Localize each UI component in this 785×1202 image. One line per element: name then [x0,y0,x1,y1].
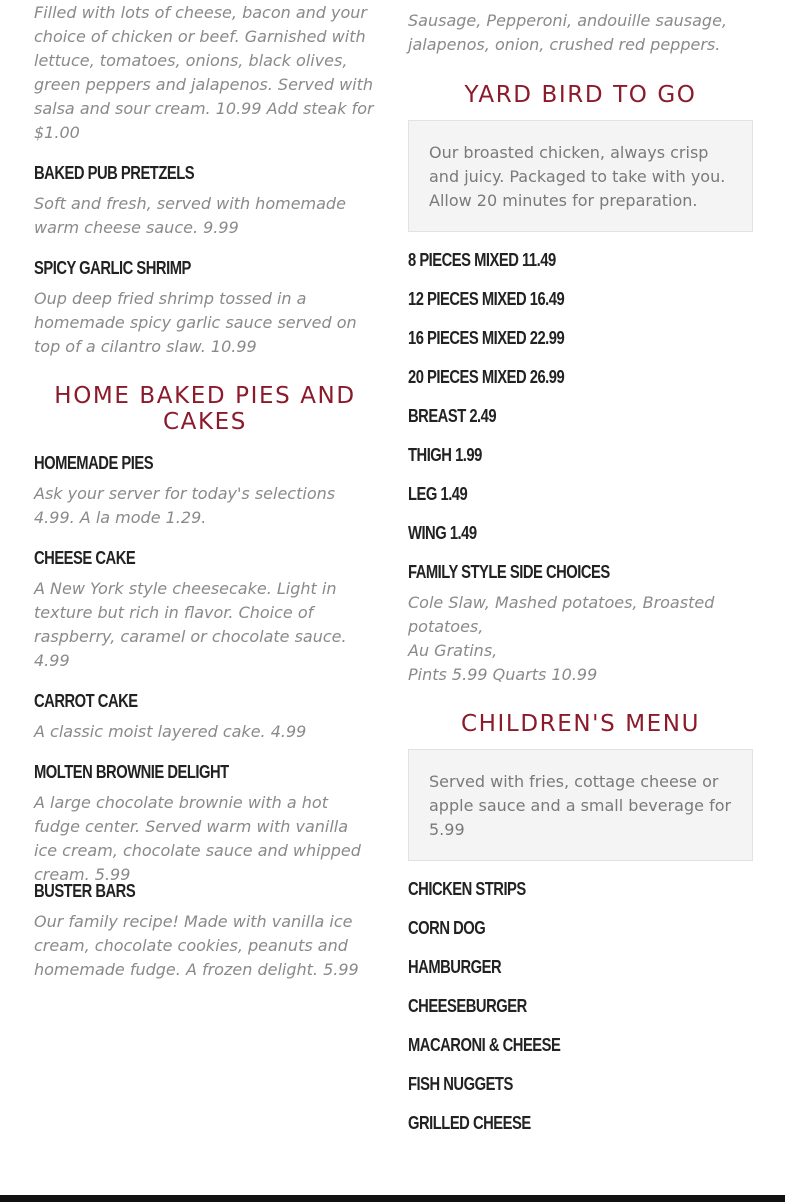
item-title: FISH NUGGETS [408,1074,513,1094]
item-description: A classic moist layered cake. 4.99 [34,722,307,741]
section-title-yard-bird: YARD BIRD TO GO [464,82,697,108]
footer-bar [0,1195,785,1202]
item-description: A large chocolate brownie with a hot fudge center. Served warm with vanilla ice cream, chocolate sauce and whipped cream. 5.99 [34,793,361,884]
section-title-pies-cakes: HOME BAKED PIES AND CAKES [54,383,356,435]
item-title: BAKED PUB PRETZELS [34,163,195,183]
item-description: Soft and fresh, served with homemade warm cheese sauce. 9.99 [34,194,346,237]
item-title: THIGH 1.99 [408,445,482,465]
item-title: MOLTEN BROWNIE DELIGHT [34,762,229,782]
item-title: CHEESE CAKE [34,548,136,568]
item-description [408,591,753,687]
item-title: HAMBURGER [408,957,502,977]
item-title: CHICKEN STRIPS [408,879,526,899]
item-title: BREAST 2.49 [408,406,497,426]
menu-item [34,690,376,744]
menu-item [34,452,376,530]
menu-item [34,257,376,359]
menu-item [34,547,376,673]
item-description: Our family recipe! Made with vanilla ice cream, chocolate cookies, peanuts and homemade fudge. A frozen delight. 5.99 [34,912,359,979]
side-line-3: Pints 5.99 Quarts 10.99 [408,665,598,684]
item-title: LEG 1.49 [408,484,468,504]
item-title: SPICY GARLIC SHRIMP [34,258,191,278]
children-note: Served with fries, cottage cheese or apple sauce and a small beverage for 5.99 [429,772,732,839]
item-description: A New York style cheesecake. Light in texture but rich in flavor. Choice of raspberry, caramel or chocolate sauce. 4.99 [34,579,347,670]
menu-item [34,162,376,240]
yard-bird-note: Our broasted chicken, always crisp and juicy. Packaged to take with you. Allow 20 minutes for preparation. [429,143,726,210]
item-title: CARROT CAKE [34,691,138,711]
yard-bird-note-box [408,120,753,232]
item-title: 20 PIECES MIXED 26.99 [408,367,565,387]
pizza-description: Sausage, Pepperoni, andouille sausage, jalapenos, onion, crushed red peppers. [408,11,727,54]
menu-item [34,880,376,982]
item-description: Ask your server for today's selections 4.99. A la mode 1.29. [34,484,336,527]
section-title-childrens-menu: CHILDREN'S MENU [460,711,701,737]
side-line-2: Au Gratins, [408,641,498,660]
children-note-box [408,749,753,861]
item-title: MACARONI & CHEESE [408,1035,561,1055]
item-title: 16 PIECES MIXED 22.99 [408,328,565,348]
item-title: CORN DOG [408,918,486,938]
menu-item [34,761,376,887]
item-title: 8 PIECES MIXED 11.49 [408,250,556,270]
item-title: BUSTER BARS [34,881,136,901]
item-title: HOMEMADE PIES [34,453,154,473]
item-title: 12 PIECES MIXED 16.49 [408,289,565,309]
item-description: Oup deep fried shrimp tossed in a homemade spicy garlic sauce served on top of a cilantro slaw. 10.99 [34,289,357,356]
item-title: GRILLED CHEESE [408,1113,531,1133]
item-title: CHEESEBURGER [408,996,527,1016]
item-title: FAMILY STYLE SIDE CHOICES [408,562,610,582]
item-title: WING 1.49 [408,523,477,543]
nachos-description: Filled with lots of cheese, bacon and your choice of chicken or beef. Garnished with lettuce, tomatoes, onions, black olives, green peppers and jalapenos. Served with salsa and sour cream. 10.99 Add steak for $1.00 [34,3,374,142]
family-side-choices [408,561,753,687]
side-line-1: Cole Slaw, Mashed potatoes, Broasted potatoes, [408,593,715,636]
